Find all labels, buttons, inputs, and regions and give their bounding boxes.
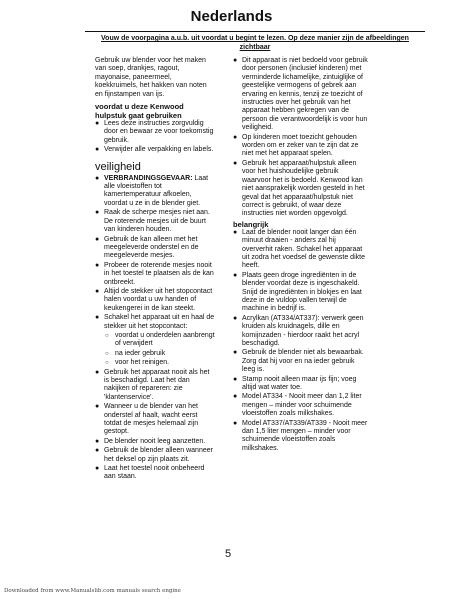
list-item — [95, 447, 215, 464]
capacity-list — [233, 393, 368, 453]
list-item — [95, 332, 215, 349]
list-item — [233, 160, 368, 219]
item-text: Gebruik de blender alleen wanneer het deksel op zijn plaats zit. — [104, 447, 213, 463]
bullet-icon: ● — [233, 57, 238, 64]
before-use-list — [95, 120, 215, 155]
list-item — [95, 465, 215, 482]
title-rule — [85, 31, 425, 32]
list-item — [233, 420, 368, 454]
bullet-icon: ● — [233, 228, 238, 236]
safety-list-right — [233, 57, 368, 219]
item-text: Altijd de stekker uit het stopcontact halen voordat u uw handen of keukengerei in de kan steekt. — [104, 287, 213, 312]
bullet-icon: ● — [95, 120, 100, 128]
item-text: na ieder gebruik — [115, 349, 166, 357]
bullet-icon: ● — [233, 349, 238, 357]
safety-list-continued — [95, 369, 215, 482]
item-text: Probeer de roterende mesjes nooit in het toestel te plaatsen als de kan ontbreekt. — [104, 261, 214, 286]
bullet-icon: ● — [233, 419, 238, 427]
list-item — [95, 175, 215, 209]
item-text: Raak de scherpe mesjes niet aan. De roterende mesjes uit de buurt van kinderen houden. — [104, 209, 210, 234]
list-item — [95, 120, 215, 145]
hollow-bullet-icon: ○ — [105, 360, 109, 367]
before-use-heading: voordat u deze Kenwood hulpstuk gaat gebruiken — [95, 102, 184, 121]
list-item — [95, 236, 215, 261]
item-text: Verwijder alle verpakking en labels. — [104, 146, 214, 154]
list-item — [95, 438, 215, 446]
important-heading: belangrijk — [233, 219, 269, 229]
list-item — [233, 376, 368, 393]
list-item — [95, 262, 215, 287]
continuation-text: Gebruik uw blender voor het maken van soep, drankjes, ragout, mayonaise, paneermeel, koekkruimels, het hakken van noten en fijnstampen van ijs. — [95, 57, 207, 98]
bullet-icon: ● — [95, 235, 100, 243]
item-lead: VERBRANDINGSGEVAAR: — [104, 174, 193, 182]
list-item — [233, 57, 368, 133]
bullet-icon: ● — [95, 261, 100, 269]
item-text: Dit apparaat is niet bedoeld voor gebruik door personen (inclusief kinderen) met verminderde lichamelijke, zintuiglijke of geestelijke vermogens of gebrek aan ervaring en kennis, tenzij ze toezicht of instructies over het gebruik van het apparaat hebben gekregen van de persoon die verantwoordelijk is voor hun veiligheid. — [242, 57, 368, 132]
list-item — [95, 146, 215, 154]
item-text: Lees deze instructies zorgvuldig door en bewaar ze voor toekomstig gebruik. — [104, 120, 214, 144]
list-item — [233, 393, 368, 418]
list-item — [95, 369, 215, 403]
item-text: De blender nooit leeg aanzetten. — [104, 437, 206, 445]
hollow-bullet-icon: ○ — [105, 332, 109, 339]
bullet-icon: ● — [95, 174, 100, 182]
list-item — [233, 272, 368, 314]
left-column — [95, 57, 215, 483]
item-text: Plaats geen droge ingrediënten in de blender voordat deze is ingeschakeld. Snijd de ingrediënten in blokjes en laat deze in de vuldop vallen terwijl de machine in bedrijf is. — [242, 271, 362, 313]
list-item — [95, 350, 215, 358]
item-text: Laat het toestel nooit onbeheerd aan staan. — [104, 465, 205, 481]
bullet-icon: ● — [95, 368, 100, 376]
list-item — [233, 349, 368, 374]
item-text: voor het reinigen. — [115, 359, 170, 367]
page-title: Nederlands — [190, 8, 273, 25]
item-text: Acrylkan (AT334/AT337): verwerk geen kruiden als kruidnagels, dille en komijnzaden - hierdoor raakt het acryl beschadigd. — [242, 314, 364, 347]
bullet-icon: ● — [95, 403, 100, 411]
bullet-icon: ● — [95, 314, 100, 322]
bullet-icon: ● — [95, 287, 100, 295]
list-item — [233, 315, 368, 349]
bullet-icon: ● — [95, 447, 100, 455]
bullet-icon: ● — [233, 375, 238, 383]
safety-heading: veiligheid — [95, 160, 141, 173]
intro-note: Vouw de voorpagina a.u.b. uit voordat u begint te lezen. Op deze manier zijn de afbeeldingen zichtbaar — [101, 35, 409, 51]
list-item — [95, 314, 215, 331]
important-list — [233, 229, 368, 393]
item-text: Model AT334 - Nooit meer dan 1,2 liter mengen – minder voor schuimende vloeistoffen zoals milkshakes. — [242, 393, 362, 418]
right-column — [233, 57, 368, 454]
bullet-icon: ● — [95, 209, 100, 217]
item-text: Wanneer u de blender van het onderstel af haalt, wacht eerst totdat de mesjes helemaal zijn gestopt. — [104, 403, 199, 436]
list-item — [95, 403, 215, 437]
bullet-icon: ● — [233, 393, 238, 401]
item-text: Gebruik het apparaat nooit als het is beschadigd. Laat het dan nakijken of repareren: zie 'klantenservice'. — [104, 368, 210, 401]
bullet-icon: ● — [233, 133, 238, 141]
list-item — [95, 288, 215, 313]
safety-list — [95, 175, 215, 331]
item-text: Stamp nooit alleen maar ijs fijn; voeg altijd wat water toe. — [242, 375, 357, 392]
item-text: Gebruik de blender niet als bewaarbak. Zorg dat hij voor en na ieder gebruik leeg is. — [242, 349, 364, 374]
download-footer[interactable]: Downloaded from www.Manualslib.com manuals search engine — [4, 588, 181, 594]
list-item — [233, 229, 368, 271]
unplug-conditions-list — [95, 332, 215, 368]
item-text: Schakel het apparaat uit en haal de stekker uit het stopcontact: — [104, 314, 215, 330]
bullet-icon: ● — [233, 314, 238, 322]
item-text: Op kinderen moet toezicht gehouden worden om er zeker van te zijn dat ze niet met het apparaat spelen. — [242, 133, 359, 158]
list-item — [233, 134, 368, 159]
item-text: Laat de blender nooit langer dan één minuut draaien - anders zal hij oververhit raken. Schakel het apparaat uit zodra het voedsel de gewenste dikte heeft. — [242, 228, 365, 270]
list-item — [95, 359, 215, 367]
item-text: Gebruik de kan alleen met het meegeleverde onderstel en de meegeleverde mesjes. — [104, 235, 199, 260]
bullet-icon: ● — [233, 159, 238, 167]
page-number: 5 — [225, 548, 232, 560]
item-text: voordat u onderdelen aanbrengt of verwijdert — [115, 331, 215, 348]
hollow-bullet-icon: ○ — [105, 350, 109, 357]
item-text: Gebruik het apparaat/hulpstuk alleen voor het huishoudelijke gebruik waarvoor het is bedoeld. Kenwood kan niet aansprakelijk worden gesteld in het geval dat het apparaat/hulpstuk niet correct is gebruikt, of waar deze instructies niet worden opgevolgd. — [242, 159, 365, 218]
bullet-icon: ● — [233, 271, 238, 279]
bullet-icon: ● — [95, 437, 100, 445]
bullet-icon: ● — [95, 465, 100, 473]
item-text: Laat alle vloeistoffen tot kamertemperatuur afkoelen, voordat u ze in de blender giet. — [104, 174, 209, 207]
bullet-icon: ● — [95, 146, 100, 154]
item-text: Model AT337/AT339/AT339 - Nooit meer dan 1,5 liter mengen – minder voor schuimende vloeistoffen zoals milkshakes. — [242, 419, 368, 452]
list-item — [95, 209, 215, 234]
